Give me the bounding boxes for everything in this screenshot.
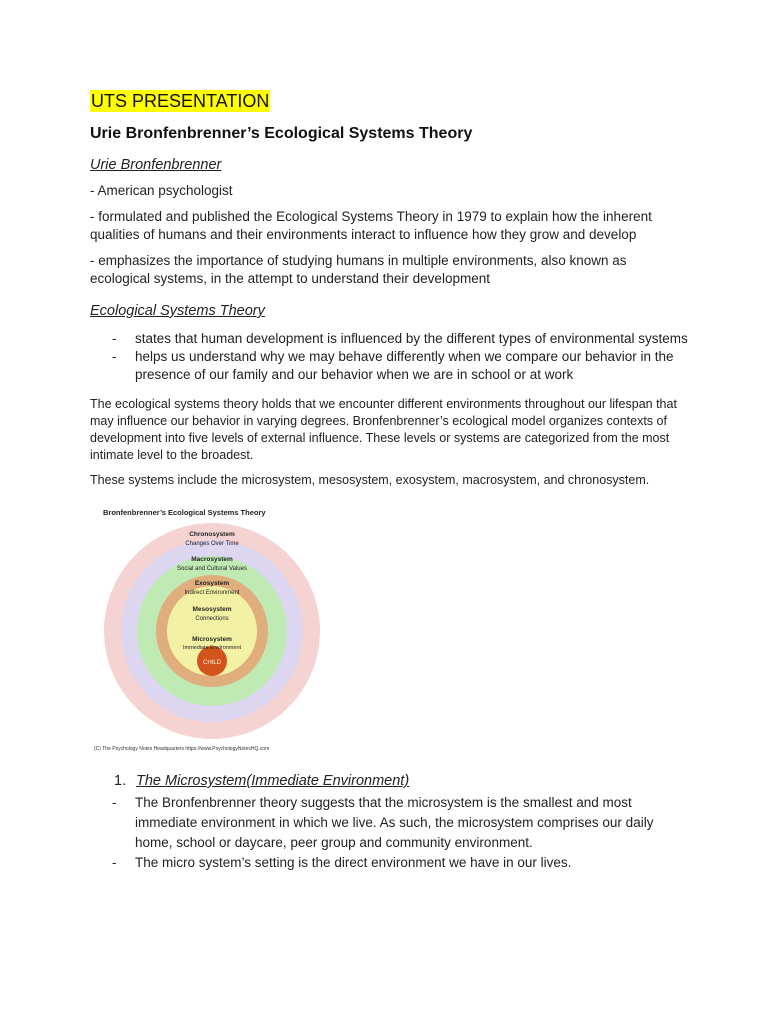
section-heading-bronfenbrenner: Urie Bronfenbrenner	[90, 157, 222, 173]
dash-marker: -	[112, 349, 117, 364]
bullet-text: The Bronfenbrenner theory suggests that the microsystem is the smallest and most immediate environment in which we live. As such, the microsystem comprises our daily home, school or daycare, peer group and community environment.	[135, 795, 654, 850]
dash-marker: -	[112, 331, 117, 346]
bullet-text: helps us understand why we may behave differently when we compare our behavior in the presence of our family and our behavior when we are in school or at work	[135, 349, 674, 382]
diagram-title: Bronfenbrenner’s Ecological Systems Theory	[103, 508, 266, 517]
bullet-text: states that human development is influenced by the different types of environmental systems	[135, 331, 688, 346]
dash-marker: -	[112, 855, 117, 870]
bio-line-3: - emphasizes the importance of studying humans in multiple environments, also known as ecological systems, in the attempt to understand their development	[90, 253, 627, 286]
label-child: CHILD	[202, 660, 222, 666]
list-item	[90, 853, 690, 873]
ecological-systems-diagram	[90, 503, 360, 761]
label-chronosystem: Chronosystem	[189, 531, 235, 538]
bullet-text: The micro system’s setting is the direct environment we have in our lives.	[135, 855, 572, 870]
bio-line-1: - American psychologist	[90, 183, 233, 198]
bio-line-2: - formulated and published the Ecological Systems Theory in 1979 to explain how the inherent qualities of humans and their environments interact to influence how they grow and develop	[90, 209, 652, 242]
section-heading-theory: Ecological Systems Theory	[90, 303, 265, 319]
document-subtitle: Urie Bronfenbrenner’s Ecological Systems Theory	[90, 125, 473, 142]
label-macrosystem: Macrosystem	[191, 556, 233, 563]
label-microsystem: Microsystem	[192, 636, 232, 643]
diagram-svg	[90, 503, 360, 761]
diagram-credit: (C) The Psychology Notes Headquarters https://www.PsychologyNotesHQ.com	[94, 746, 270, 752]
dash-marker: -	[112, 795, 117, 810]
document-title: UTS PRESENTATION	[91, 91, 270, 111]
list-item	[90, 793, 690, 853]
theory-bullet-list	[90, 330, 690, 384]
section-number: 1.	[114, 773, 127, 789]
theory-paragraph-1: The ecological systems theory holds that we encounter different environments throughout our lifespan that may influence our behavior in varying degrees. Bronfenbrenner’s ecological model organizes contexts of development into five levels of external influence. These levels or systems are categorized from the most intimate level to the broadest.	[90, 397, 677, 462]
list-item	[90, 348, 690, 384]
label-exosystem: Exosystem	[194, 580, 230, 587]
section-title: The Microsystem(Immediate Environment)	[136, 773, 410, 789]
label-mesosystem: Mesosystem	[192, 606, 232, 613]
theory-paragraph-2: These systems include the microsystem, mesosystem, exosystem, macrosystem, and chronosystem.	[90, 473, 650, 487]
sublabel-microsystem: Immediate Environment	[182, 645, 242, 651]
document-page	[90, 90, 690, 873]
list-item	[90, 330, 690, 348]
sublabel-macrosystem: Social and Cultural Values	[177, 566, 247, 572]
microsystem-bullet-list	[90, 793, 690, 873]
sublabel-mesosystem: Connections	[195, 616, 229, 622]
section-heading-microsystem	[90, 773, 690, 789]
sublabel-chronosystem: Changes Over Time	[185, 541, 239, 547]
sublabel-exosystem: Indirect Environment	[184, 590, 240, 596]
